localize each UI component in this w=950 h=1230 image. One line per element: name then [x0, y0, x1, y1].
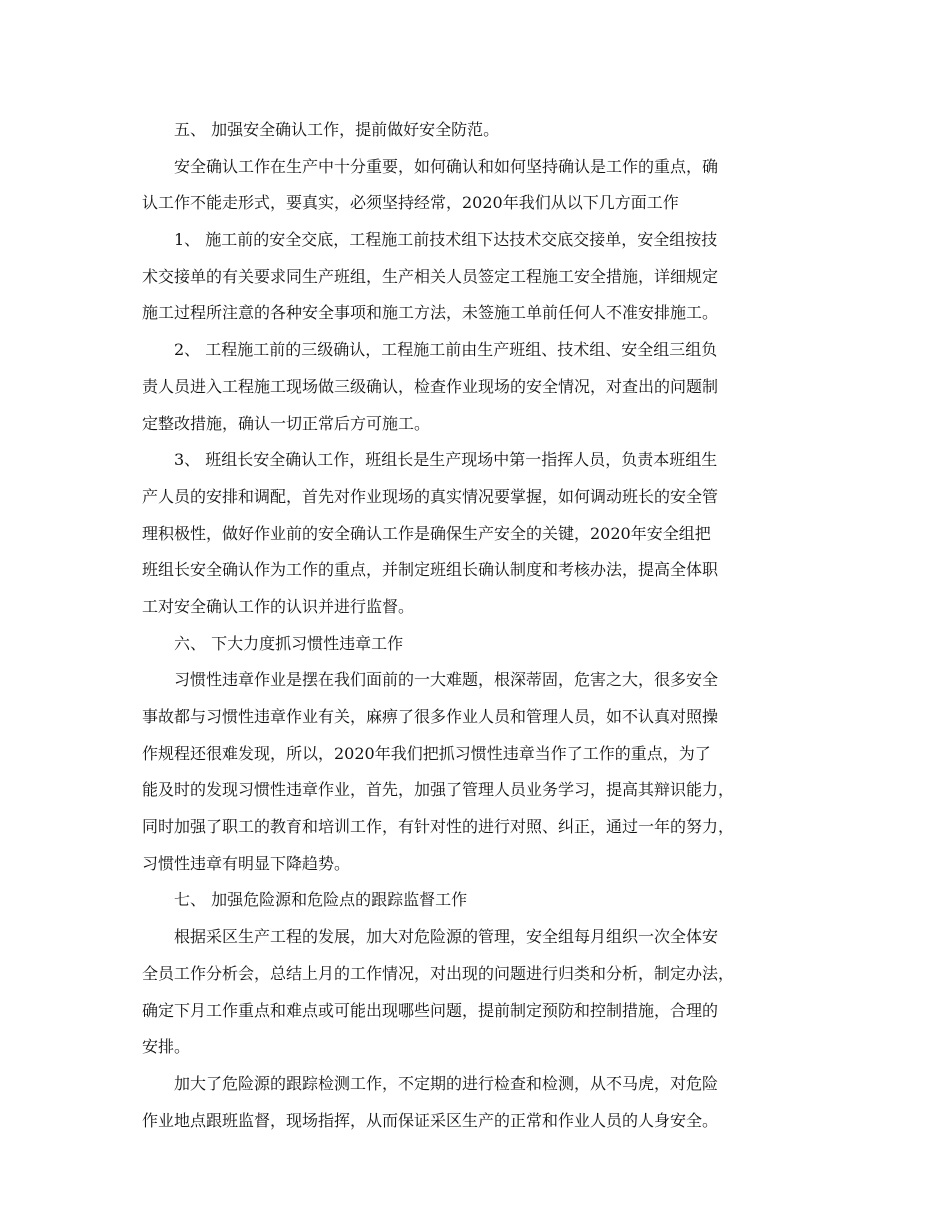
paragraph-line: 术交接单的有关要求同生产班组，生产相关人员签定工程施工安全措施，详细规定 [142, 266, 719, 286]
paragraph-line: 认工作不能走形式，要真实，必须坚持经常，2020年我们从以下几方面工作 [142, 193, 679, 213]
paragraph-line: 习惯性违章有明显下降趋势。 [142, 853, 351, 873]
paragraph-line: 确定下月工作重点和难点或可能出现哪些问题，提前制定预防和控制措施，合理的 [142, 1000, 719, 1020]
paragraph-line: 工对安全确认工作的认识并进行监督。 [142, 596, 415, 616]
paragraph-line: 习惯性违章作业是摆在我们面前的一大难题，根深蒂固，危害之大，很多安全 [174, 670, 719, 690]
section-heading-5: 五、 加强安全确认工作，提前做好安全防范。 [174, 120, 500, 139]
paragraph-line: 产人员的安排和调配，首先对作业现场的真实情况要掌握，如何调动班长的安全管 [142, 486, 719, 506]
paragraph-line: 根据采区生产工程的发展，加大对危险源的管理，安全组每月组织一次全体安 [174, 927, 719, 947]
section-heading-7: 七、 加强危险源和危险点的跟踪监督工作 [174, 890, 468, 910]
paragraph-line: 施工过程所注意的各种安全事项和施工方法，未签施工单前任何人不准安排施工。 [142, 303, 719, 323]
paragraph-line: 全员工作分析会，总结上月的工作情况，对出现的问题进行归类和分析，制定办法， [142, 963, 735, 983]
list-item-1-line: 1、 施工前的安全交底，工程施工前技术组下达技术交底交接单，安全组按技 [174, 230, 718, 250]
paragraph-line: 定整改措施，确认一切正常后方可施工。 [142, 413, 431, 433]
paragraph-line: 作规程还很难发现，所以，2020年我们把抓习惯性违章当作了工作的重点，为了 [142, 743, 711, 763]
paragraph-line: 班组长安全确认作为工作的重点，并制定班组长确认制度和考核办法，提高全体职 [142, 560, 719, 580]
paragraph-line: 安排。 [142, 1037, 191, 1057]
paragraph-line: 安全确认工作在生产中十分重要，如何确认和如何坚持确认是工作的重点，确 [174, 156, 719, 176]
paragraph-line: 事故都与习惯性违章作业有关，麻痹了很多作业人员和管理人员，如不认真对照操 [142, 707, 719, 726]
section-heading-6: 六、 下大力度抓习惯性违章工作 [174, 633, 404, 653]
document-body [142, 112, 832, 1139]
paragraph-line: 责人员进入工程施工现场做三级确认，检查作业现场的安全情况，对查出的问题制 [142, 376, 719, 396]
paragraph-line: 能及时的发现习惯性违章作业，首先，加强了管理人员业务学习，提高其辩识能力， [142, 780, 735, 800]
paragraph-line: 同时加强了职工的教育和培训工作，有针对性的进行对照、纠正，通过一年的努力， [142, 817, 735, 837]
paragraph-line: 加大了危险源的跟踪检测工作，不定期的进行检查和检测，从不马虎，对危险 [174, 1073, 719, 1093]
paragraph-line: 作业地点跟班监督，现场指挥，从而保证采区生产的正常和作业人员的人身安全。 [142, 1110, 719, 1130]
paragraph-line: 理积极性，做好作业前的安全确认工作是确保生产安全的关键，2020年安全组把 [142, 523, 711, 543]
list-item-2-line: 2、 工程施工前的三级确认，工程施工前由生产班组、技术组、安全组三组负 [174, 340, 718, 360]
list-item-3-line: 3、 班组长安全确认工作，班组长是生产现场中第一指挥人员，负责本班组生 [174, 450, 718, 470]
